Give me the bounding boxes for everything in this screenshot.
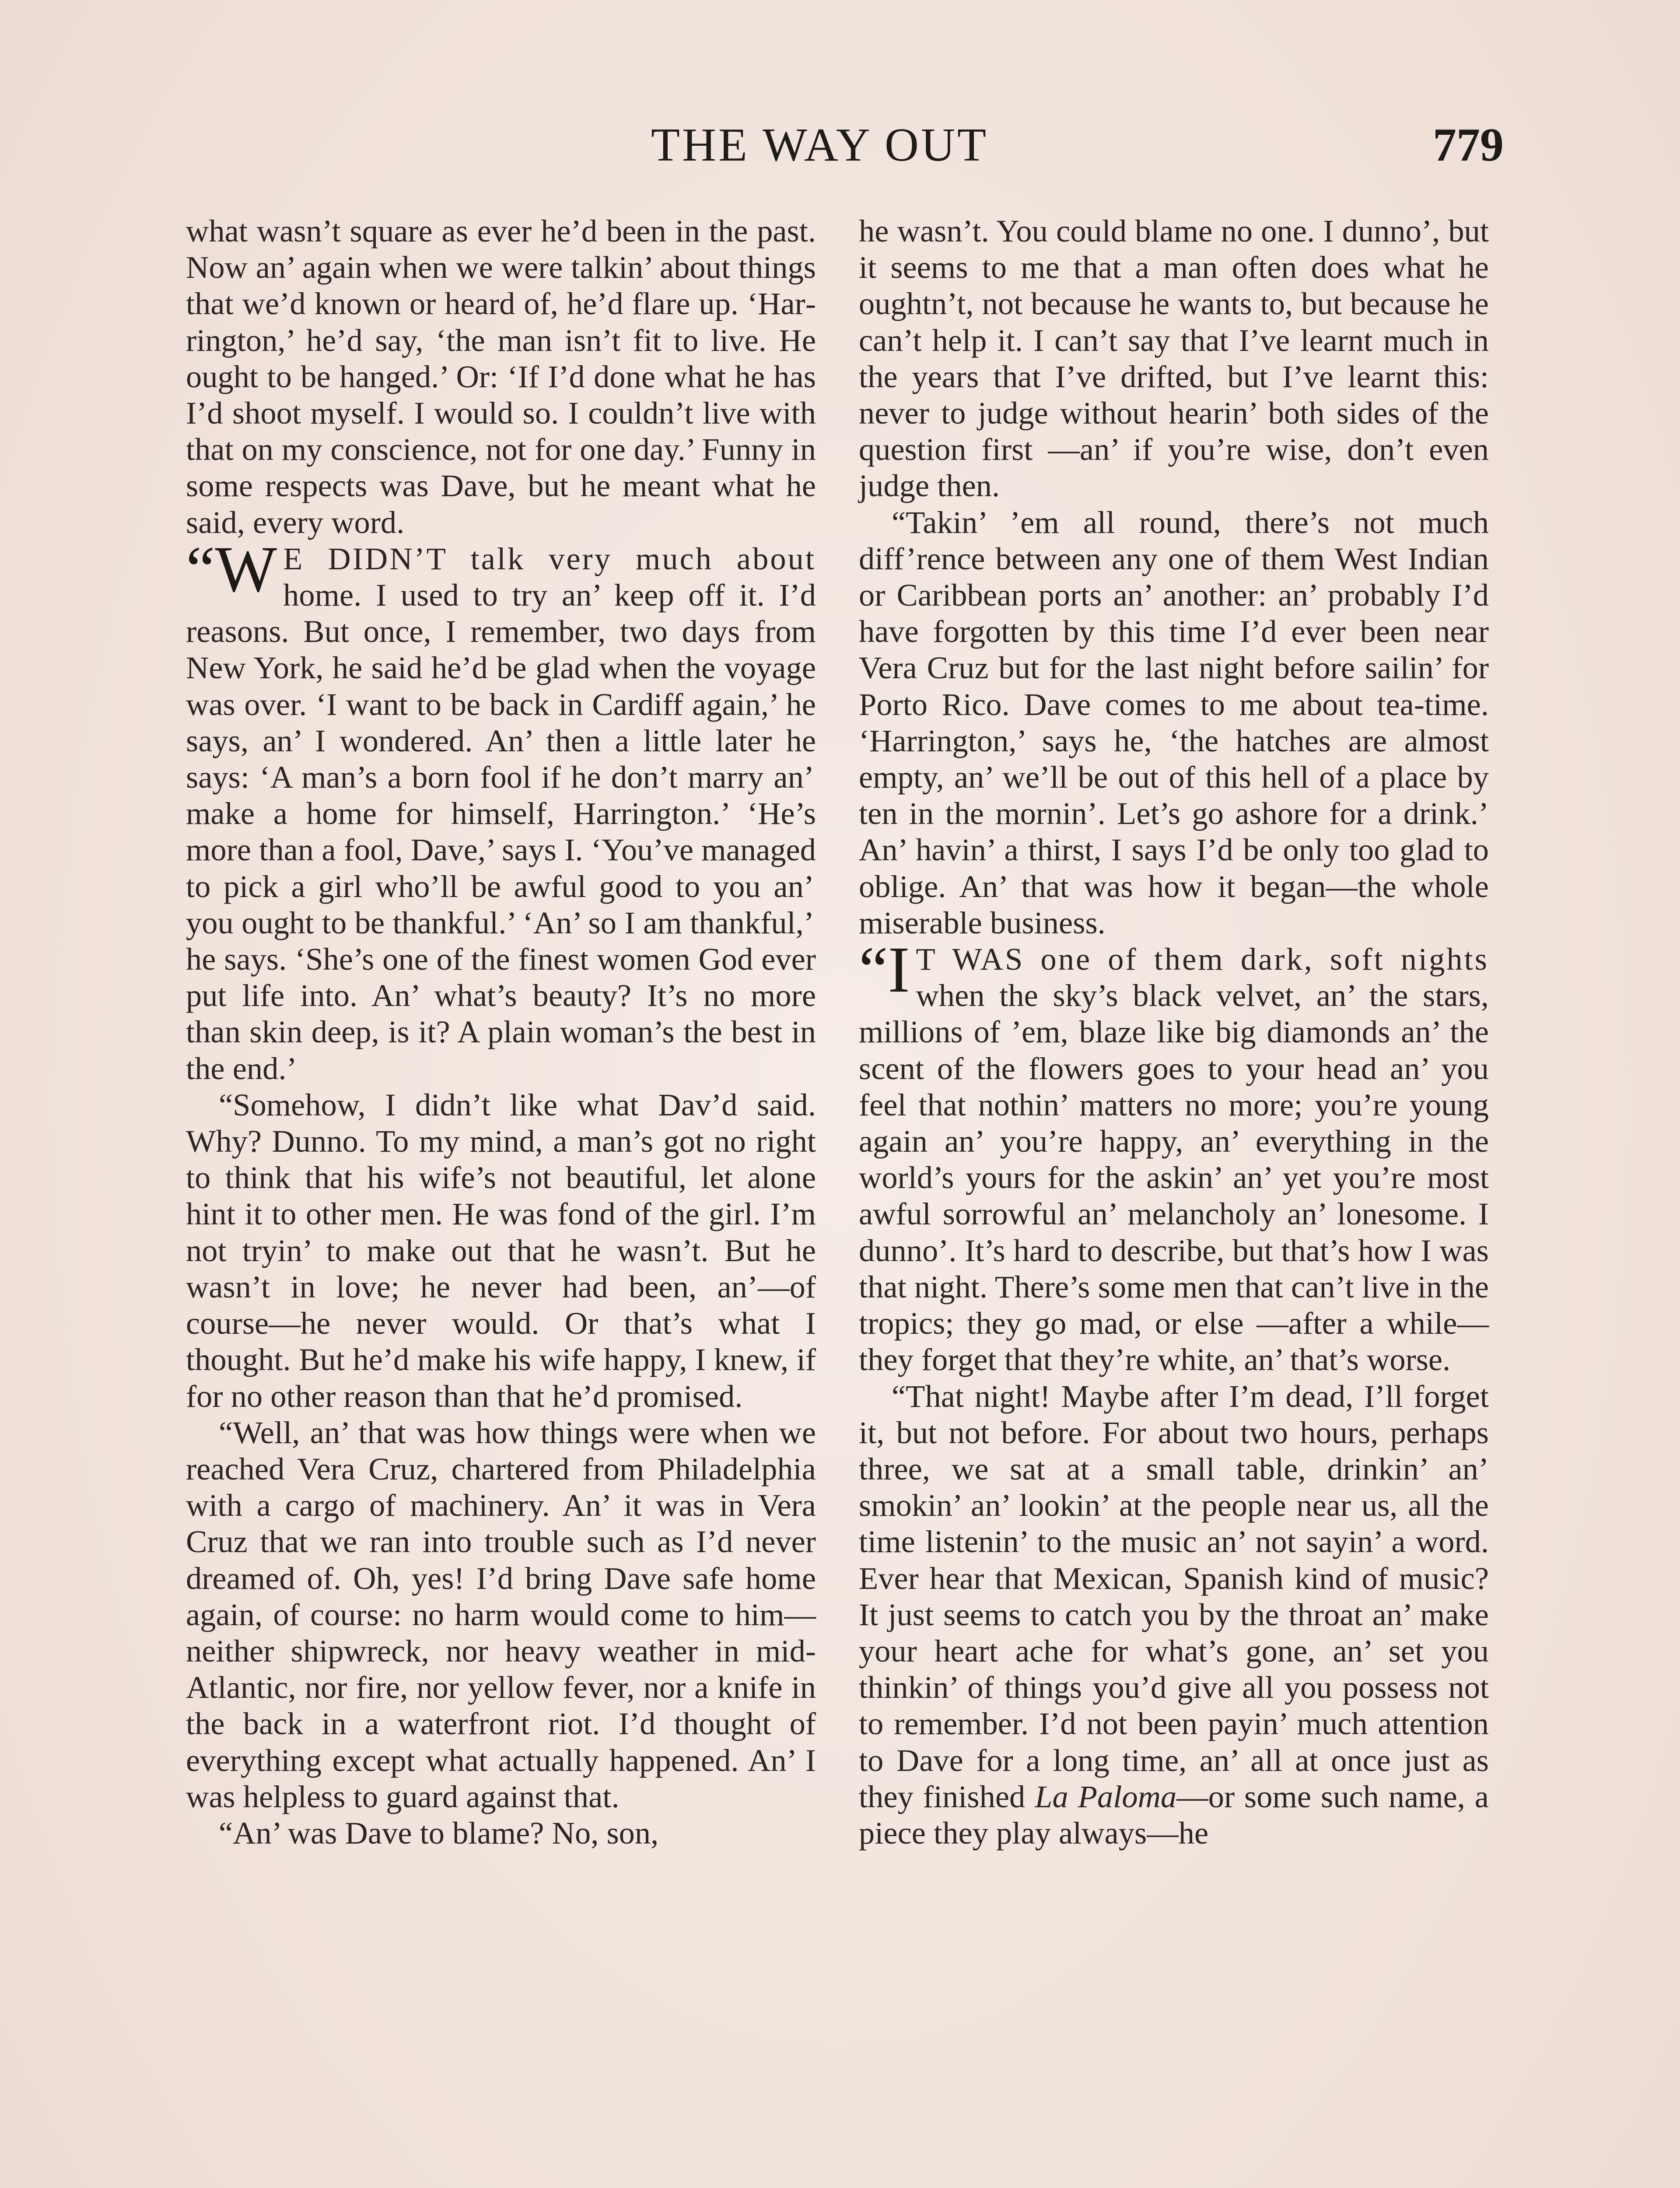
drop-cap: “W bbox=[186, 533, 277, 606]
running-title: THE WAY OUT bbox=[651, 119, 988, 171]
section-paragraph bbox=[859, 933, 1489, 1378]
left-column bbox=[186, 213, 816, 1851]
paragraph: “Well, an’ that was how things were when we reached Vera Cruz, chartered from Philadelphia with a cargo of machinery. An’ it was in Vera Cruz that we ran into trouble such as I’d never dreamed of. Oh, yes! I’d bring Dave safe home again, of course: no harm would come to him—neither shipwreck, nor heavy weather in mid-Atlantic, nor fire, nor yellow fever, nor a knife in the back in a waterfront riot. I’d thought of everything except what actually happened. An’ I was helpless to guard against that. bbox=[186, 1414, 816, 1814]
paragraph-text: talk very much about home. I used to try an’ keep off it. I’d reasons. But once, I remember, two days from New York, he said he’d be glad when the voyage was over. ‘I want to be back in Cardiff again,’ he says, an’ I wondered. An’ then a little later he says: ‘A man’s a born fool if he don’t marry an’ make a home for himself, Harrington.’ ‘He’s more than a fool, Dave,’ says I. ‘You’ve managed to pick a girl who’ll be awful good to you an’ you ought to be thankful.’ ‘An’ so I am thankful,’ he says. ‘She’s one of the finest women God ever put life into. An’ what’s beauty? It’s no more than skin deep, is it? A plain woman’s the best in the end.’ bbox=[186, 540, 816, 1086]
running-head bbox=[0, 118, 1680, 175]
drop-cap: “I bbox=[859, 933, 910, 1006]
paragraph: “An’ was Dave to blame? No, son, bbox=[219, 1815, 659, 1851]
paragraph-text: —or some such name, a piece they play always—he bbox=[859, 1778, 1489, 1851]
paragraph: he wasn’t. You could blame no one. I dunno’, but it seems to me that a man often does what he oughtn’t, not because he wants to, but because he can’t help it. I can’t say that I’ve learnt much in the years that I’ve drifted, but I’ve learnt this: never to judge without hearin’ both sides of the question first —an’ if you’re wise, don’t even judge then. bbox=[859, 213, 1489, 504]
song-title: La Paloma bbox=[1035, 1778, 1177, 1814]
right-column bbox=[859, 213, 1489, 1851]
lead-in: E DIDN’T bbox=[283, 540, 447, 576]
section-paragraph bbox=[186, 533, 816, 1087]
paragraph-text: “That night! Maybe after I’m dead, I’ll forget it, but not before. For about two hours, perhaps three, we sat at a small table, drinkin’ an’ smokin’ an’ lookin’ at the people near us, all the time listenin’ to the music an’ not sayin’ a word. Ever hear that Mexican, Spanish kind of music? It just seems to catch you by the throat an’ make your heart ache for what’s gone, an’ set you thinkin’ of things you’d give all you possess not to remember. I’d not been payin’ much attention to Dave for a long time, an’ all at once just as they finished bbox=[859, 1378, 1489, 1814]
paragraph bbox=[859, 1378, 1489, 1851]
page-number: 779 bbox=[1433, 119, 1504, 171]
paragraph: “Takin’ ’em all round, there’s not much diff’rence between any one of them West Indian or Caribbean ports an’ another: an’ probably I’d have forgotten by this time I’d ever been near Vera Cruz but for the last night before sailin’ for Porto Rico. Dave comes to me about tea-time. ‘Harrington,’ says he, ‘the hatches are almost empty, an’ we’ll be out of this hell of a place by ten in the mornin’. Let’s go ashore for a drink.’ An’ havin’ a thirst, I says I’d be only too glad to oblige. An’ that was how it began—the whole miserable business. bbox=[859, 504, 1489, 940]
lead-in: T WAS bbox=[916, 941, 1025, 977]
paragraph: “Somehow, I didn’t like what Dav’d said. Why? Dunno. To my mind, a man’s got no right to think that his wife’s not beautiful, let alone hint it to other men. He was fond of the girl. I’m not tryin’ to make out that he wasn’t. But he wasn’t in love; he never had been, an’—of course—he never would. Or that’s what I thought. But he’d make his wife happy, I knew, if for no other reason than that he’d promised. bbox=[186, 1087, 816, 1414]
paragraph: what wasn’t square as ever he’d been in the past. Now an’ again when we were talkin’ about things that we’d known or heard of, he’d flare up. ‘Harrington,’ he’d say, ‘the man isn’t fit to live. He ought to be hanged.’ Or: ‘If I’d done what he has I’d shoot myself. I would so. I couldn’t live with that on my conscience, not for one day.’ Funny in some respects was Dave, but he meant what he said, every word. bbox=[186, 213, 816, 540]
paragraph-text: one of them dark, soft nights when the sky’s black velvet, an’ the stars, millions of ’em, blaze like big diamonds an’ the scent of the flowers goes to your head an’ you feel that nothin’ matters no more; you’re young again an’ you’re happy, an’ everything in the world’s yours for the askin’ an’ yet you’re most awful sorrowful an’ melancholy an’ lonesome. I dunno’. It’s hard to describe, but that’s how I was that night. There’s some men that can’t live in the tropics; they go mad, or else —after a while—they forget that they’re white, an’ that’s worse. bbox=[859, 941, 1489, 1378]
